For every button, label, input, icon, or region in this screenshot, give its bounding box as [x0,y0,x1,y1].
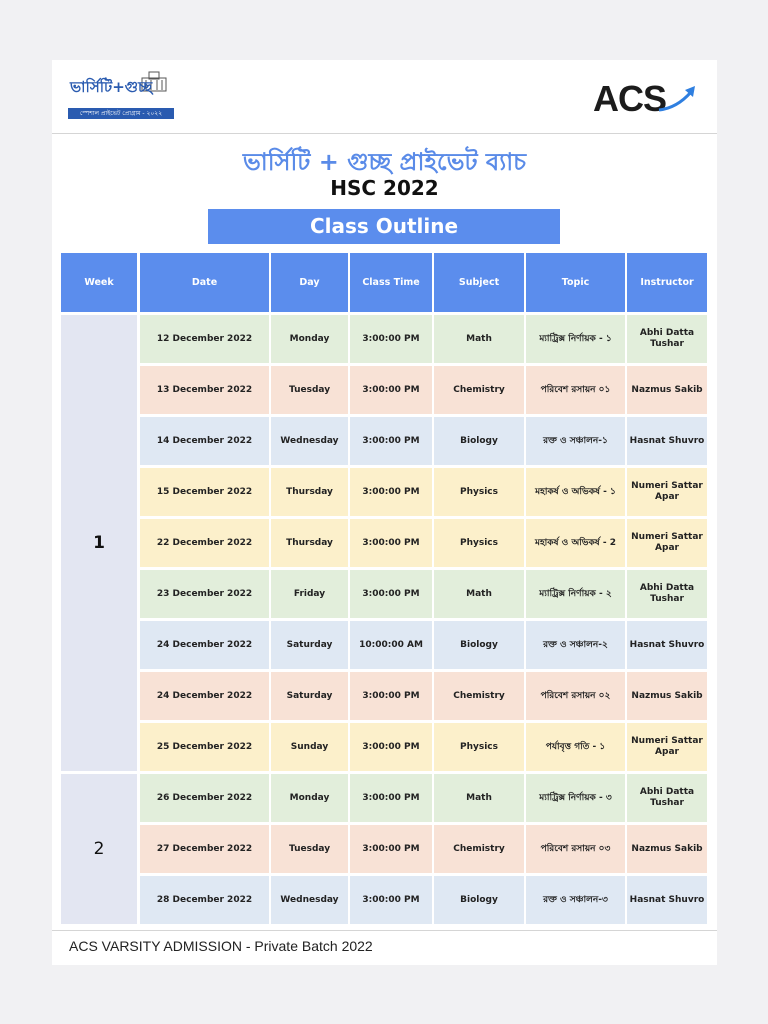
hsc-title: HSC 2022 [330,176,439,200]
topic-cell: পর্যাবৃত্ত গতি - ১ [526,723,625,771]
week-cell: 1 [61,315,137,771]
varsity-guccho-logo [66,68,178,120]
instructor-cell: Hasnat Shuvro [627,417,707,465]
date-cell: 27 December 2022 [140,825,269,873]
class-time-cell: 10:00:00 AM [350,621,432,669]
day-cell: Saturday [271,621,348,669]
bangla-title: ভার্সিটি + গুচ্ছ প্রাইভেট ব্যাচ [242,148,527,176]
header-divider [52,133,717,134]
day-cell: Wednesday [271,417,348,465]
class-time-cell: 3:00:00 PM [350,672,432,720]
instructor-cell: Numeri Sattar Apar [627,519,707,567]
subject-cell: Biology [434,621,524,669]
day-cell: Wednesday [271,876,348,924]
class-outline-banner: Class Outline [208,209,560,244]
topic-cell: পরিবেশ রসায়ন ০১ [526,366,625,414]
footer-divider [52,930,717,931]
topic-cell: রক্ত ও সঞ্চালন-২ [526,621,625,669]
acs-logo [591,74,703,120]
subject-cell: Biology [434,417,524,465]
instructor-cell: Numeri Sattar Apar [627,723,707,771]
topic-cell: ম্যাট্রিক্স নির্ণায়ক - ২ [526,570,625,618]
day-cell: Tuesday [271,825,348,873]
class-time-cell: 3:00:00 PM [350,723,432,771]
topic-cell: মহাকর্ষ ও অভিকর্ষ - ১ [526,468,625,516]
instructor-cell: Abhi Datta Tushar [627,315,707,363]
class-time-cell: 3:00:00 PM [350,468,432,516]
date-cell: 13 December 2022 [140,366,269,414]
header [52,60,717,134]
acs-logo-text: ACS [593,78,667,119]
logo-left-main: ভার্সিটি+গুচ্ছ [70,78,153,96]
instructor-cell: Hasnat Shuvro [627,876,707,924]
subject-cell: Chemistry [434,672,524,720]
class-time-cell: 3:00:00 PM [350,876,432,924]
header-date: Date [140,253,269,312]
subject-cell: Biology [434,876,524,924]
subject-cell: Physics [434,468,524,516]
topic-cell: পরিবেশ রসায়ন ০৩ [526,825,625,873]
date-cell: 15 December 2022 [140,468,269,516]
class-time-cell: 3:00:00 PM [350,315,432,363]
header-class-time: Class Time [350,253,432,312]
topic-cell: ম্যাট্রিক্স নির্ণায়ক - ৩ [526,774,625,822]
day-cell: Sunday [271,723,348,771]
day-cell: Monday [271,774,348,822]
topic-cell: রক্ত ও সঞ্চালন-১ [526,417,625,465]
date-cell: 14 December 2022 [140,417,269,465]
instructor-cell: Abhi Datta Tushar [627,774,707,822]
day-cell: Tuesday [271,366,348,414]
instructor-cell: Abhi Datta Tushar [627,570,707,618]
instructor-cell: Hasnat Shuvro [627,621,707,669]
date-cell: 26 December 2022 [140,774,269,822]
topic-cell: মহাকর্ষ ও অভিকর্ষ - 2 [526,519,625,567]
subject-cell: Math [434,315,524,363]
header-day: Day [271,253,348,312]
instructor-cell: Nazmus Sakib [627,672,707,720]
logo-left-band: স্পেশাল প্রাইভেট প্রোগ্রাম - ২০২২ [68,108,174,119]
subject-cell: Physics [434,723,524,771]
header-week: Week [61,253,137,312]
subject-cell: Physics [434,519,524,567]
class-time-cell: 3:00:00 PM [350,417,432,465]
date-cell: 25 December 2022 [140,723,269,771]
class-time-cell: 3:00:00 PM [350,774,432,822]
date-cell: 28 December 2022 [140,876,269,924]
header-instructor: Instructor [627,253,707,312]
instructor-cell: Nazmus Sakib [627,366,707,414]
instructor-cell: Nazmus Sakib [627,825,707,873]
day-cell: Thursday [271,519,348,567]
week-cell: 2 [61,774,137,924]
day-cell: Thursday [271,468,348,516]
subject-cell: Math [434,774,524,822]
arrow-icon [657,84,699,114]
day-cell: Monday [271,315,348,363]
topic-cell: রক্ত ও সঞ্চালন-৩ [526,876,625,924]
header-topic: Topic [526,253,625,312]
topic-cell: ম্যাট্রিক্স নির্ণায়ক - ১ [526,315,625,363]
day-cell: Saturday [271,672,348,720]
date-cell: 12 December 2022 [140,315,269,363]
subject-cell: Math [434,570,524,618]
header-subject: Subject [434,253,524,312]
topic-cell: পরিবেশ রসায়ন ০২ [526,672,625,720]
class-time-cell: 3:00:00 PM [350,570,432,618]
subject-cell: Chemistry [434,825,524,873]
date-cell: 23 December 2022 [140,570,269,618]
subject-cell: Chemistry [434,366,524,414]
schedule-page [52,60,717,965]
class-time-cell: 3:00:00 PM [350,825,432,873]
instructor-cell: Numeri Sattar Apar [627,468,707,516]
date-cell: 24 December 2022 [140,621,269,669]
date-cell: 22 December 2022 [140,519,269,567]
class-time-cell: 3:00:00 PM [350,366,432,414]
day-cell: Friday [271,570,348,618]
date-cell: 24 December 2022 [140,672,269,720]
footer-text: ACS VARSITY ADMISSION - Private Batch 2022 [69,938,373,954]
class-time-cell: 3:00:00 PM [350,519,432,567]
